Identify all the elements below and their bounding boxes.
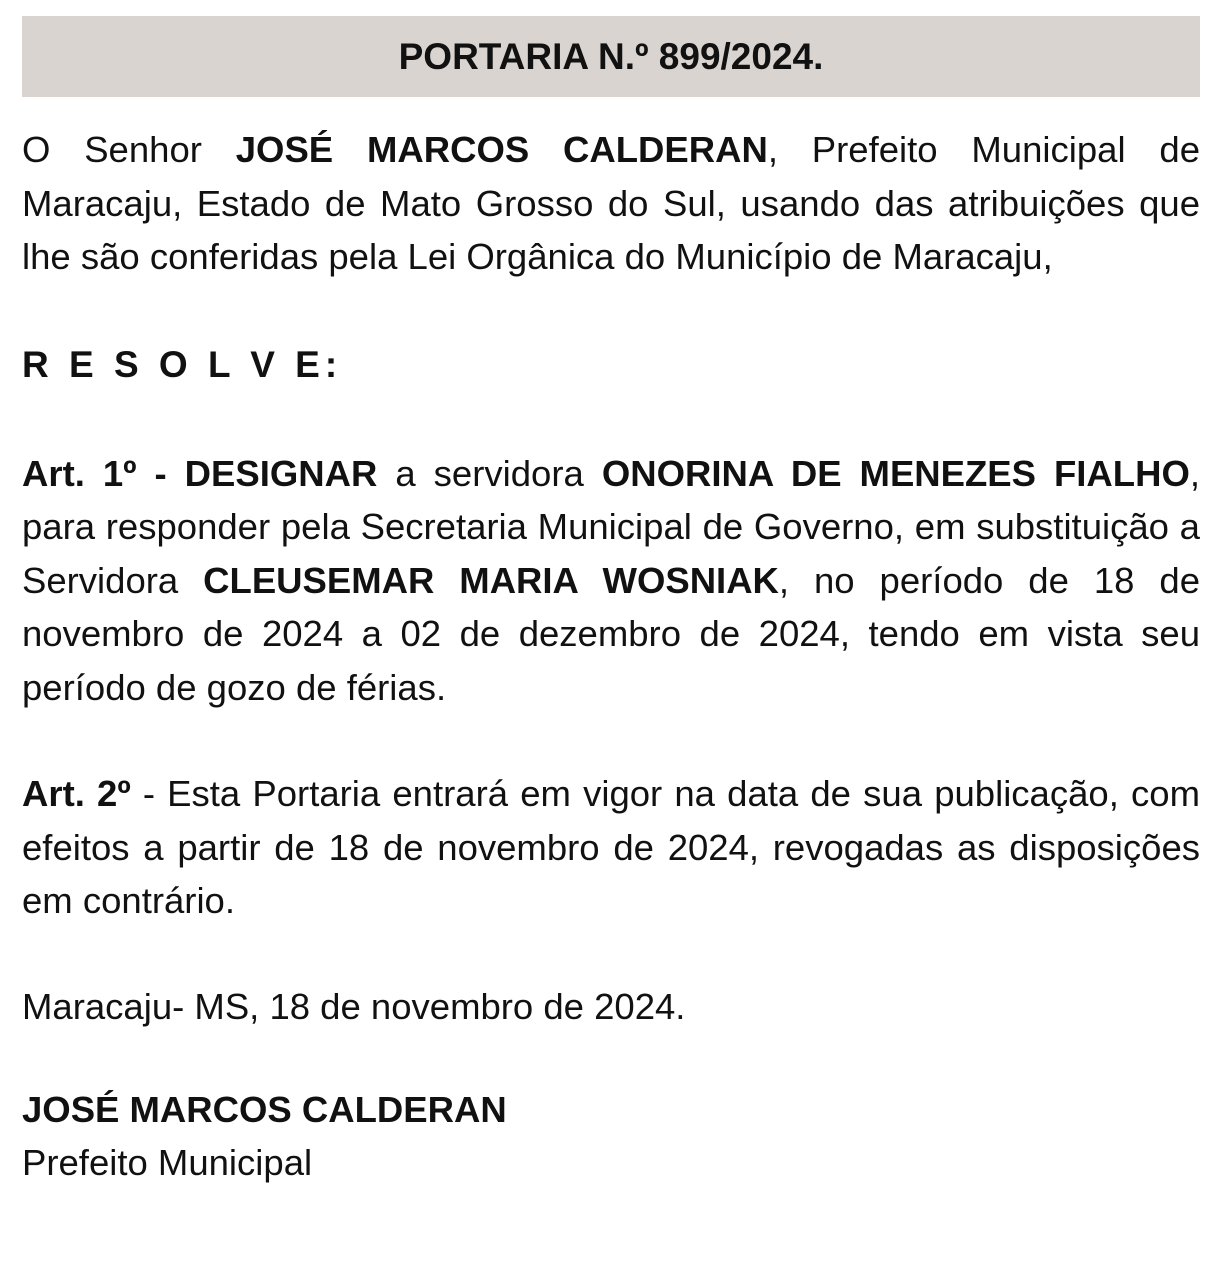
designated-employee-name: ONORINA DE MENEZES FIALHO (601, 452, 1190, 494)
signer-name: JOSÉ MARCOS CALDERAN (22, 1088, 507, 1130)
document-page (22, 16, 1200, 1189)
replaced-employee-name: CLEUSEMAR MARIA WOSNIAK (203, 559, 779, 601)
mayor-name: JOSÉ MARCOS CALDERAN (235, 129, 768, 170)
place-date: Maracaju- MS, 18 de novembro de 2024. (22, 985, 686, 1027)
document-title: PORTARIA N.º 899/2024. (398, 35, 824, 77)
intro-text-start: O Senhor (22, 129, 236, 170)
intro-paragraph (22, 123, 1200, 284)
article-1-text-b: , para responder pela Secretaria Municipal de Governo, em substituição a Servidora (22, 452, 1200, 601)
signer-role: Prefeito Municipal (22, 1141, 313, 1183)
article-2-label: Art. 2º (22, 773, 131, 814)
intro-text-end: , Prefeito Municipal de Maracaju, Estado de Mato Grosso do Sul, usando das atribuições que lhe são conferidas pela Lei Orgânica do Município de Maracaju, (22, 129, 1201, 277)
article-1-text-c: , no período de 18 de novembro de 2024 a 02 de dezembro de 2024, tendo em vista seu período de gozo de férias. (22, 559, 1200, 708)
article-2-text: - Esta Portaria entrará em vigor na data de sua publicação, com efeitos a partir de 18 de novembro de 2024, revogadas as disposições em contrário. (22, 773, 1200, 921)
article-1-text-a: a servidora (377, 452, 602, 494)
article-1-label: Art. 1º - DESIGNAR (22, 452, 378, 494)
title-bar (22, 16, 1200, 97)
resolve-heading: R E S O L V E: (22, 343, 343, 385)
article-1 (22, 447, 1200, 715)
article-2 (22, 767, 1200, 928)
